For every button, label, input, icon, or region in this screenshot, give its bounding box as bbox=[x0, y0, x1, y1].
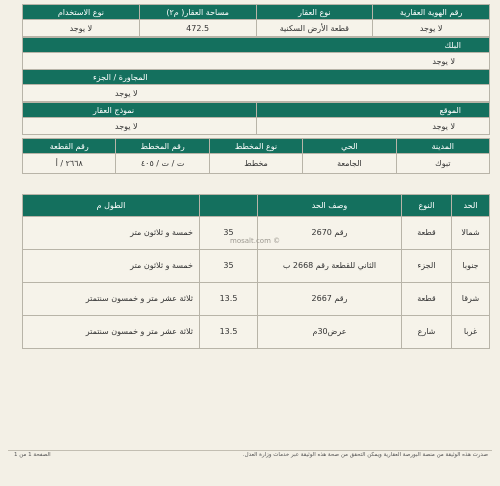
site-model-table bbox=[22, 102, 490, 135]
header-boundary-desc: وصف الحد bbox=[258, 195, 402, 217]
boundary-length-text: خمسة و ثلاثون متر bbox=[23, 217, 200, 250]
boundary-length-number: 13.5 bbox=[200, 283, 258, 316]
header-model: نموذج العقار bbox=[23, 103, 257, 118]
boundary-side: شرقا bbox=[452, 283, 490, 316]
boundary-side: جنوبا bbox=[452, 250, 490, 283]
header-property-type: نوع العقار bbox=[256, 5, 373, 20]
plan-type-value: مخطط bbox=[209, 154, 302, 174]
header-length-number bbox=[200, 195, 258, 217]
bank-adjacency-table bbox=[22, 37, 490, 102]
property-document bbox=[22, 4, 490, 349]
property-type-value: قطعة الأرض السكنية bbox=[256, 20, 373, 37]
header-plan-number: رقم المخطط bbox=[116, 139, 209, 154]
property-id-value: لا يوجد bbox=[373, 20, 490, 37]
header-boundary: الحد bbox=[452, 195, 490, 217]
boundary-type: الجزء bbox=[402, 250, 452, 283]
plot-number-value: ٢٦٦٨ / أ bbox=[23, 154, 116, 174]
boundary-length-number: 35 bbox=[200, 217, 258, 250]
header-site: الموقع bbox=[256, 103, 490, 118]
boundary-row-east bbox=[23, 283, 490, 316]
header-adjacency: المجاورة / الجزء bbox=[23, 70, 490, 85]
boundary-type: قطعة bbox=[402, 283, 452, 316]
header-area: مساحة العقار( م٢) bbox=[139, 5, 256, 20]
boundary-row-south bbox=[23, 250, 490, 283]
boundary-desc: عرض30م bbox=[258, 316, 402, 349]
watermark: mosalt.com © bbox=[230, 237, 281, 245]
header-length: الطول م bbox=[23, 195, 200, 217]
boundary-length-text: ثلاثة عشر متر و خمسون سنتمتر bbox=[23, 316, 200, 349]
adjacency-value: لا يوجد bbox=[23, 85, 490, 102]
location-table bbox=[22, 138, 490, 174]
usage-type-value: لا يوجد bbox=[23, 20, 140, 37]
header-plan-type: نوع المخطط bbox=[209, 139, 302, 154]
boundary-length-number: 13.5 bbox=[200, 316, 258, 349]
boundary-desc: الثاني للقطعة رقم 2668 ب bbox=[258, 250, 402, 283]
page-number: الصفحة 1 من 1 bbox=[14, 452, 51, 458]
boundary-desc: رقم 2667 bbox=[258, 283, 402, 316]
city-value: تبوك bbox=[396, 154, 489, 174]
boundary-side: غربا bbox=[452, 316, 490, 349]
header-bank: البلك bbox=[23, 38, 490, 53]
boundary-row-west bbox=[23, 316, 490, 349]
boundary-length-number: 35 bbox=[200, 250, 258, 283]
boundaries-table bbox=[22, 194, 490, 349]
header-district: الحي bbox=[303, 139, 396, 154]
area-value: 472.5 bbox=[139, 20, 256, 37]
boundary-side: شمالا bbox=[452, 217, 490, 250]
header-usage-type: نوع الاستخدام bbox=[23, 5, 140, 20]
boundary-desc: رقم 2670 bbox=[258, 217, 402, 250]
boundary-length-text: خمسة و ثلاثون متر bbox=[23, 250, 200, 283]
property-table bbox=[22, 4, 490, 37]
header-plot-number: رقم القطعة bbox=[23, 139, 116, 154]
header-property-id: رقم الهوية العقارية bbox=[373, 5, 490, 20]
header-type: النوع bbox=[402, 195, 452, 217]
district-value: الجامعة bbox=[303, 154, 396, 174]
site-value: لا يوجد bbox=[256, 118, 490, 135]
boundary-length-text: ثلاثة عشر متر و خمسون سنتمتر bbox=[23, 283, 200, 316]
boundary-type: شارع bbox=[402, 316, 452, 349]
bank-value: لا يوجد bbox=[23, 53, 490, 70]
model-value: لا يوجد bbox=[23, 118, 257, 135]
plan-number-value: ت / ت / ٤٠٥ bbox=[116, 154, 209, 174]
boundary-type: قطعة bbox=[402, 217, 452, 250]
footer-note: صدرت هذه الوثيقة من منصة البورصة العقارية ويمكن التحقق من صحة هذه الوثيقة عبر خدمات وزارة العدل. bbox=[242, 452, 488, 458]
header-city: المدينة bbox=[396, 139, 489, 154]
footer-divider bbox=[8, 450, 492, 451]
